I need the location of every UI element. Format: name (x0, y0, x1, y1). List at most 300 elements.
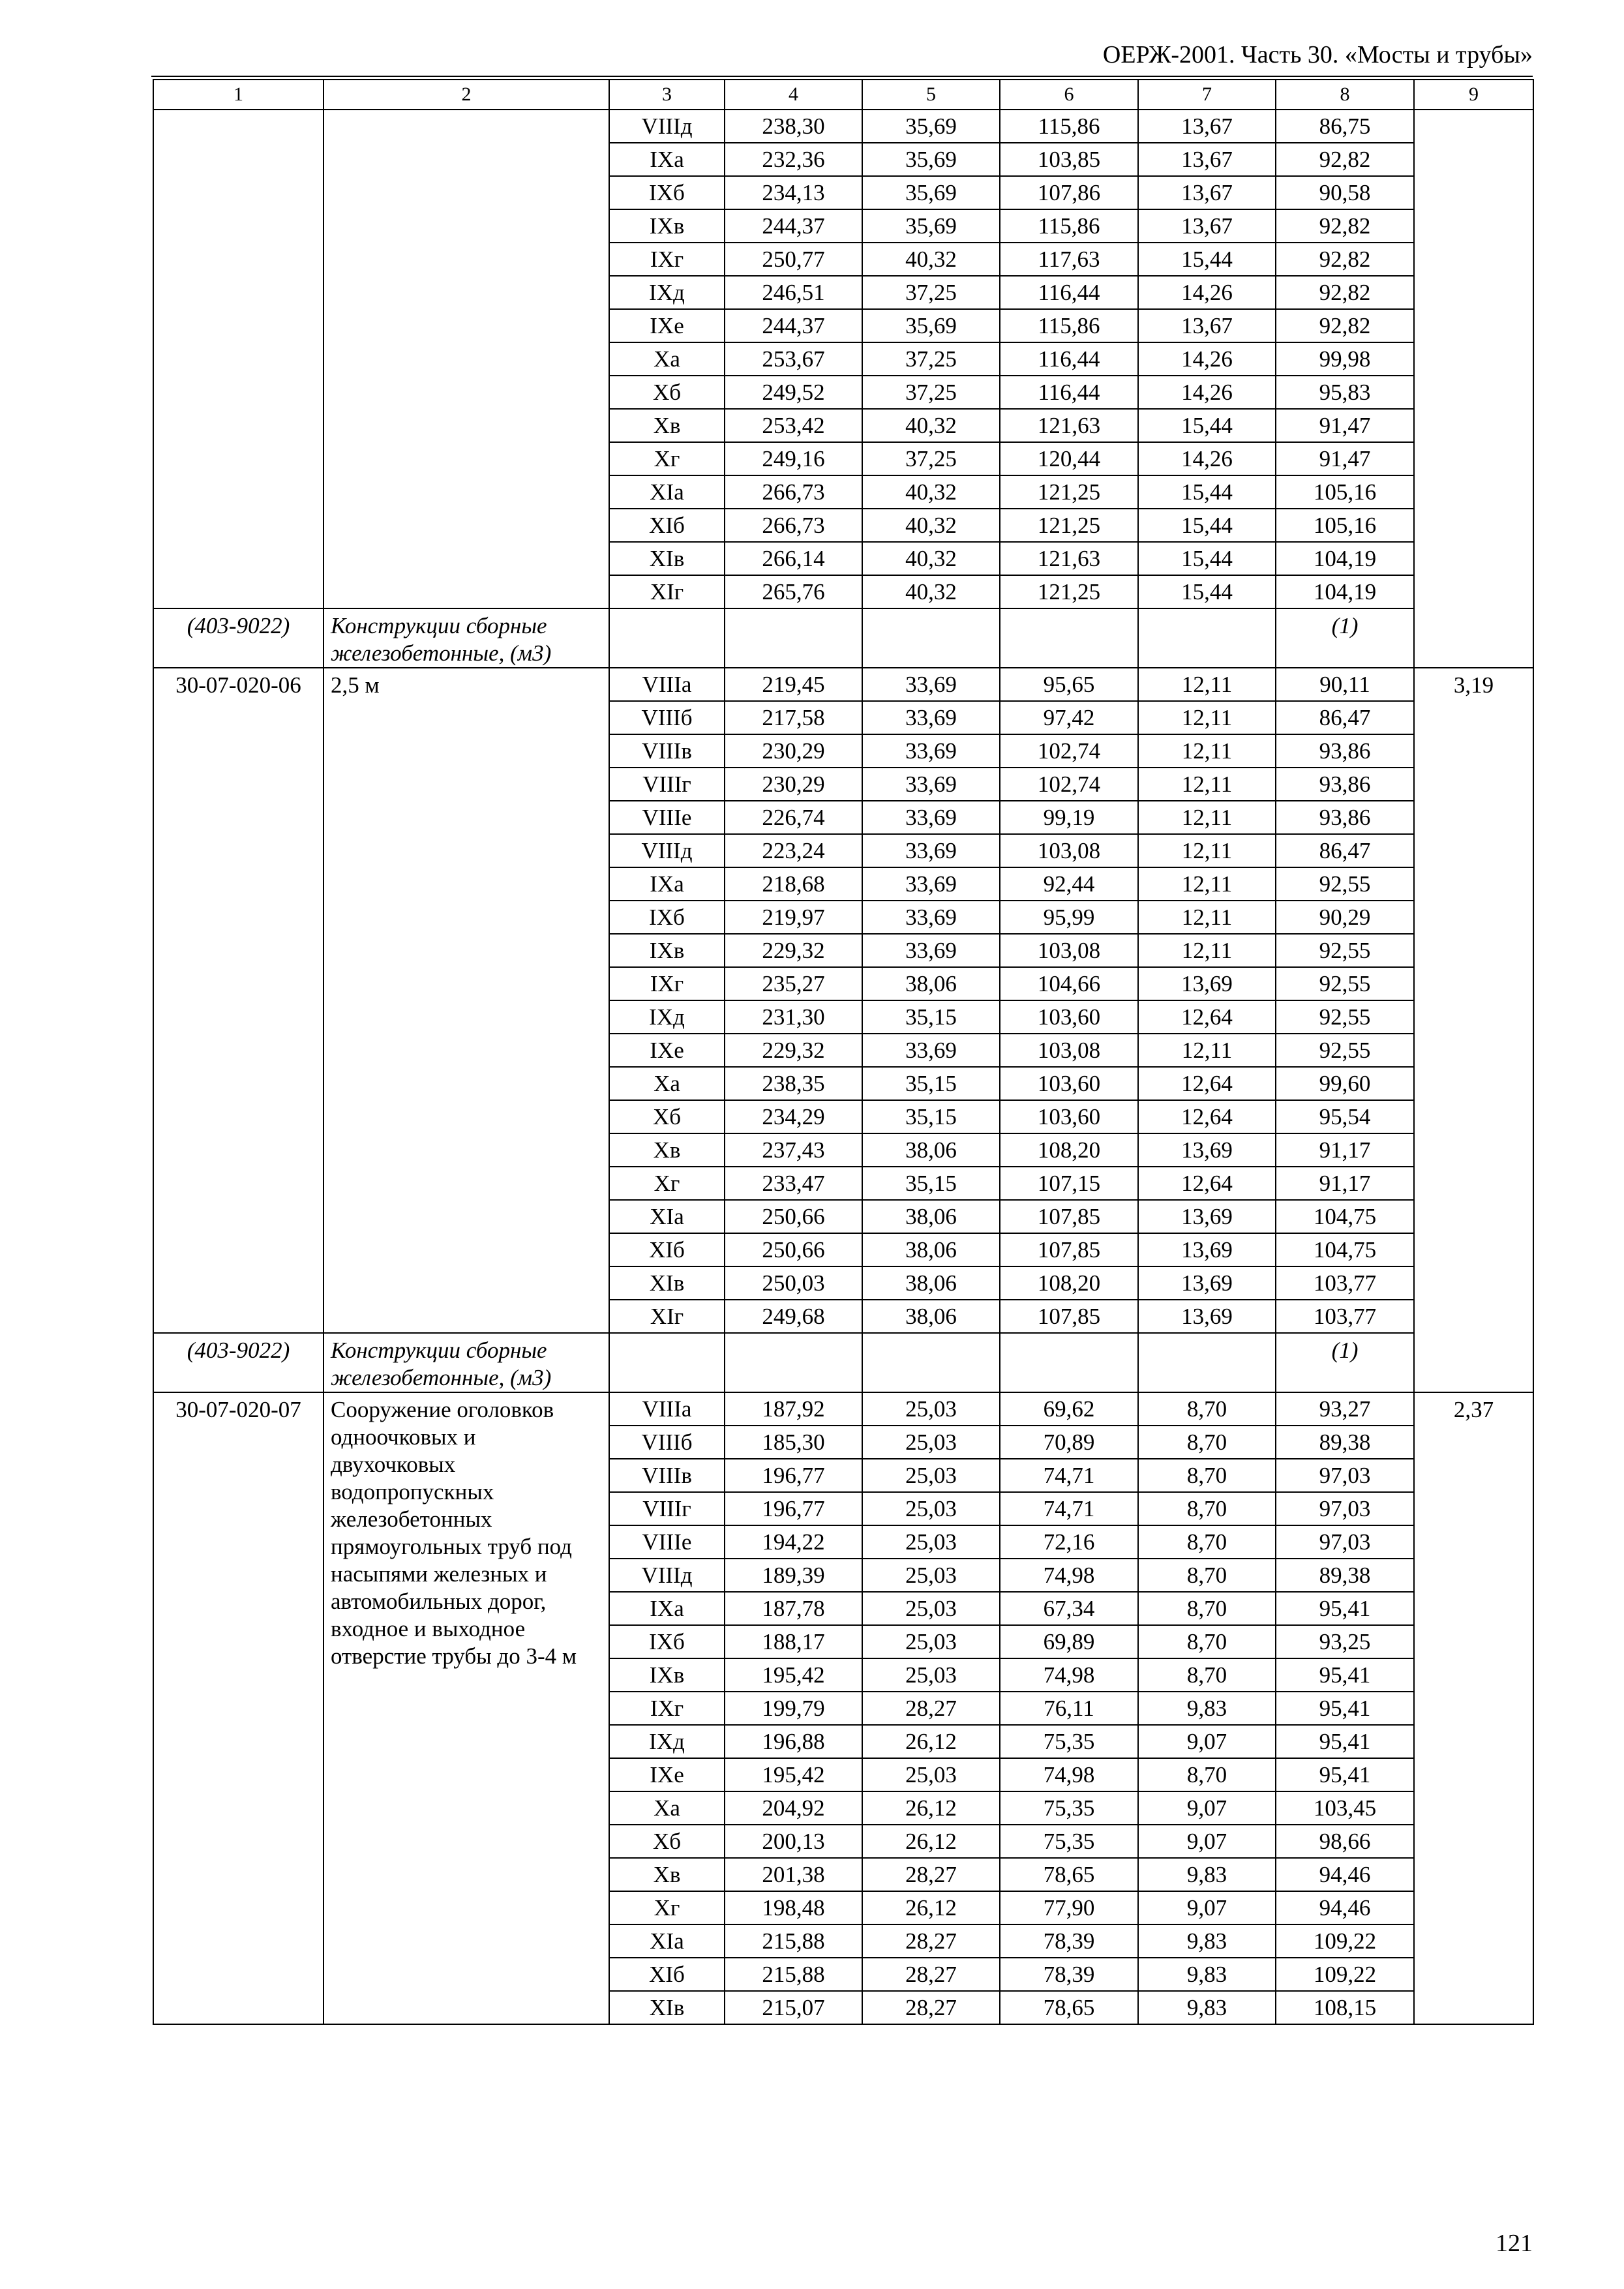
category-cell: Xг (609, 1891, 725, 1924)
empty-cell (725, 1333, 862, 1392)
category-cell: Xб (609, 1100, 725, 1133)
value-cell: 8,70 (1138, 1559, 1276, 1592)
value-cell: 104,19 (1276, 542, 1414, 575)
value-cell: 91,47 (1276, 442, 1414, 475)
value-cell: 238,30 (725, 110, 862, 143)
value-cell: 249,52 (725, 376, 862, 409)
value-cell: 74,71 (1000, 1459, 1138, 1492)
value-cell: 13,69 (1138, 1200, 1276, 1233)
resource-code: (403-9022) (153, 608, 323, 668)
value-cell: 91,17 (1276, 1133, 1414, 1167)
value-cell: 12,11 (1138, 1034, 1276, 1067)
header-rule (151, 76, 1533, 77)
value-cell: 70,89 (1000, 1426, 1138, 1459)
value-cell: 99,19 (1000, 801, 1138, 834)
value-cell: 14,26 (1138, 376, 1276, 409)
value-cell: 13,67 (1138, 143, 1276, 176)
category-cell: XIг (609, 1300, 725, 1333)
value-cell: 215,07 (725, 1991, 862, 2024)
category-cell: VIIIб (609, 1426, 725, 1459)
table-row (153, 668, 1533, 701)
category-cell: XIв (609, 1266, 725, 1300)
value-cell: 229,32 (725, 1034, 862, 1067)
value-cell: 12,64 (1138, 1067, 1276, 1100)
value-cell: 92,82 (1276, 243, 1414, 276)
value-cell: 95,83 (1276, 376, 1414, 409)
value-cell: 38,06 (862, 1200, 1000, 1233)
value-cell: 78,65 (1000, 1858, 1138, 1891)
value-cell: 9,83 (1138, 1924, 1276, 1958)
value-cell: 234,29 (725, 1100, 862, 1133)
value-cell: 121,25 (1000, 575, 1138, 608)
value-cell: 103,77 (1276, 1300, 1414, 1333)
value-cell: 12,11 (1138, 867, 1276, 901)
value-cell: 8,70 (1138, 1758, 1276, 1791)
value-cell: 78,39 (1000, 1924, 1138, 1958)
value-cell: 195,42 (725, 1658, 862, 1692)
value-cell: 25,03 (862, 1658, 1000, 1692)
value-cell: 99,60 (1276, 1067, 1414, 1100)
value-cell: 12,11 (1138, 768, 1276, 801)
value-cell: 121,63 (1000, 409, 1138, 442)
value-cell: 226,74 (725, 801, 862, 834)
category-cell: VIIIд (609, 1559, 725, 1592)
category-cell: IXг (609, 243, 725, 276)
value-cell: 25,03 (862, 1559, 1000, 1592)
category-cell: VIIIв (609, 1459, 725, 1492)
value-cell: 109,22 (1276, 1924, 1414, 1958)
value-cell: 92,55 (1276, 967, 1414, 1000)
col9-value: 3,19 (1414, 668, 1533, 1392)
value-cell: 253,42 (725, 409, 862, 442)
value-cell: 14,26 (1138, 442, 1276, 475)
value-cell: 95,41 (1276, 1592, 1414, 1625)
category-cell: XIв (609, 542, 725, 575)
resource-description: Конструкции сборные железобетонные, (м3) (323, 1333, 609, 1392)
value-cell: 33,69 (862, 734, 1000, 768)
value-cell: 121,25 (1000, 509, 1138, 542)
value-cell: 35,69 (862, 176, 1000, 209)
value-cell: 9,83 (1138, 1692, 1276, 1725)
col9-value (1414, 110, 1533, 668)
value-cell: 12,11 (1138, 901, 1276, 934)
value-cell: 9,83 (1138, 1858, 1276, 1891)
value-cell: 37,25 (862, 442, 1000, 475)
value-cell: 115,86 (1000, 309, 1138, 342)
value-cell: 26,12 (862, 1791, 1000, 1825)
work-description: Сооружение оголовков одноочковых и двухочковых водопропускных железобетонных прямоугольных труб под насыпями железных и автомобильных дорог, входное и выходное отверстие трубы до 3-4 м (323, 1392, 609, 2024)
empty-cell (725, 608, 862, 668)
value-cell: 187,92 (725, 1392, 862, 1426)
rates-table (153, 79, 1534, 2025)
value-cell: 266,73 (725, 475, 862, 509)
value-cell: 74,98 (1000, 1559, 1138, 1592)
value-cell: 40,32 (862, 409, 1000, 442)
value-cell: 116,44 (1000, 342, 1138, 376)
category-cell: XIг (609, 575, 725, 608)
value-cell: 33,69 (862, 934, 1000, 967)
page-header-title: ОЕРЖ-2001. Часть 30. «Мосты и трубы» (1102, 41, 1533, 68)
category-cell: IXг (609, 1692, 725, 1725)
empty-cell (862, 608, 1000, 668)
category-cell: XIб (609, 1958, 725, 1991)
value-cell: 75,35 (1000, 1825, 1138, 1858)
value-cell: 40,32 (862, 509, 1000, 542)
rate-code: 30-07-020-06 (153, 668, 323, 1333)
value-cell: 97,03 (1276, 1492, 1414, 1525)
empty-cell (1138, 608, 1276, 668)
value-cell: 121,25 (1000, 475, 1138, 509)
value-cell: 33,69 (862, 668, 1000, 701)
category-cell: Xг (609, 442, 725, 475)
value-cell: 8,70 (1138, 1392, 1276, 1426)
value-cell: 92,82 (1276, 209, 1414, 243)
value-cell: 98,66 (1276, 1825, 1414, 1858)
value-cell: 38,06 (862, 1233, 1000, 1266)
rate-code (153, 110, 323, 608)
value-cell: 105,16 (1276, 475, 1414, 509)
value-cell: 93,25 (1276, 1625, 1414, 1658)
value-cell: 107,85 (1000, 1233, 1138, 1266)
category-cell: XIв (609, 1991, 725, 2024)
value-cell: 199,79 (725, 1692, 862, 1725)
value-cell: 13,69 (1138, 967, 1276, 1000)
value-cell: 103,60 (1000, 1000, 1138, 1034)
value-cell: 33,69 (862, 834, 1000, 867)
category-cell: IXа (609, 1592, 725, 1625)
category-cell: Xа (609, 342, 725, 376)
value-cell: 35,69 (862, 143, 1000, 176)
value-cell: 33,69 (862, 801, 1000, 834)
category-cell: XIа (609, 1924, 725, 1958)
value-cell: 37,25 (862, 342, 1000, 376)
value-cell: 219,97 (725, 901, 862, 934)
value-cell: 107,86 (1000, 176, 1138, 209)
value-cell: 9,83 (1138, 1958, 1276, 1991)
value-cell: 12,11 (1138, 834, 1276, 867)
value-cell: 35,69 (862, 209, 1000, 243)
value-cell: 250,66 (725, 1200, 862, 1233)
value-cell: 33,69 (862, 867, 1000, 901)
value-cell: 74,98 (1000, 1758, 1138, 1791)
category-cell: IXе (609, 1758, 725, 1791)
column-number: 6 (1000, 80, 1138, 110)
value-cell: 15,44 (1138, 475, 1276, 509)
value-cell: 38,06 (862, 1266, 1000, 1300)
value-cell: 37,25 (862, 276, 1000, 309)
value-cell: 38,06 (862, 967, 1000, 1000)
value-cell: 86,75 (1276, 110, 1414, 143)
rate-code: 30-07-020-07 (153, 1392, 323, 2024)
value-cell: 103,60 (1000, 1067, 1138, 1100)
value-cell: 14,26 (1138, 276, 1276, 309)
resource-footer-row (153, 608, 1533, 668)
value-cell: 8,70 (1138, 1492, 1276, 1525)
value-cell: 246,51 (725, 276, 862, 309)
value-cell: 215,88 (725, 1958, 862, 1991)
value-cell: 189,39 (725, 1559, 862, 1592)
resource-code: (403-9022) (153, 1333, 323, 1392)
category-cell: VIIIе (609, 1525, 725, 1559)
value-cell: 38,06 (862, 1300, 1000, 1333)
value-cell: 15,44 (1138, 409, 1276, 442)
work-description (323, 110, 609, 608)
category-cell: XIб (609, 1233, 725, 1266)
value-cell: 92,82 (1276, 309, 1414, 342)
category-cell: IXе (609, 1034, 725, 1067)
value-cell: 249,16 (725, 442, 862, 475)
category-cell: VIIIг (609, 1492, 725, 1525)
value-cell: 95,99 (1000, 901, 1138, 934)
value-cell: 89,38 (1276, 1559, 1414, 1592)
value-cell: 12,64 (1138, 1000, 1276, 1034)
value-cell: 187,78 (725, 1592, 862, 1625)
value-cell: 75,35 (1000, 1725, 1138, 1758)
empty-cell (609, 1333, 725, 1392)
value-cell: 9,07 (1138, 1725, 1276, 1758)
value-cell: 86,47 (1276, 834, 1414, 867)
category-cell: IXв (609, 209, 725, 243)
value-cell: 94,46 (1276, 1891, 1414, 1924)
value-cell: 13,67 (1138, 209, 1276, 243)
category-cell: IXд (609, 276, 725, 309)
category-cell: XIа (609, 1200, 725, 1233)
column-number: 7 (1138, 80, 1276, 110)
value-cell: 188,17 (725, 1625, 862, 1658)
value-cell: 102,74 (1000, 734, 1138, 768)
value-cell: 195,42 (725, 1758, 862, 1791)
value-cell: 104,75 (1276, 1233, 1414, 1266)
value-cell: 232,36 (725, 143, 862, 176)
value-cell: 92,55 (1276, 1000, 1414, 1034)
value-cell: 28,27 (862, 1858, 1000, 1891)
value-cell: 196,77 (725, 1492, 862, 1525)
value-cell: 35,15 (862, 1100, 1000, 1133)
value-cell: 15,44 (1138, 243, 1276, 276)
column-number: 9 (1414, 80, 1533, 110)
value-cell: 196,77 (725, 1459, 862, 1492)
value-cell: 78,39 (1000, 1958, 1138, 1991)
table-row (153, 1392, 1533, 1426)
value-cell: 25,03 (862, 1392, 1000, 1426)
value-cell: 219,45 (725, 668, 862, 701)
value-cell: 9,07 (1138, 1791, 1276, 1825)
column-number: 3 (609, 80, 725, 110)
value-cell: 201,38 (725, 1858, 862, 1891)
value-cell: 12,11 (1138, 734, 1276, 768)
value-cell: 121,63 (1000, 542, 1138, 575)
category-cell: VIIIб (609, 701, 725, 734)
resource-footer-row (153, 1333, 1533, 1392)
value-cell: 117,63 (1000, 243, 1138, 276)
category-cell: IXв (609, 1658, 725, 1692)
category-cell: Xа (609, 1791, 725, 1825)
value-cell: 40,32 (862, 475, 1000, 509)
value-cell: 237,43 (725, 1133, 862, 1167)
value-cell: 8,70 (1138, 1658, 1276, 1692)
column-number: 2 (323, 80, 609, 110)
value-cell: 33,69 (862, 768, 1000, 801)
value-cell: 95,54 (1276, 1100, 1414, 1133)
value-cell: 33,69 (862, 901, 1000, 934)
category-cell: VIIIд (609, 110, 725, 143)
value-cell: 92,55 (1276, 934, 1414, 967)
value-cell: 185,30 (725, 1426, 862, 1459)
value-cell: 9,83 (1138, 1991, 1276, 2024)
empty-cell (1138, 1333, 1276, 1392)
value-cell: 76,11 (1000, 1692, 1138, 1725)
value-cell: 116,44 (1000, 276, 1138, 309)
value-cell: 266,14 (725, 542, 862, 575)
value-cell: 103,85 (1000, 143, 1138, 176)
value-cell: 26,12 (862, 1825, 1000, 1858)
value-cell: 93,27 (1276, 1392, 1414, 1426)
value-cell: 238,35 (725, 1067, 862, 1100)
value-cell: 95,41 (1276, 1758, 1414, 1791)
value-cell: 103,08 (1000, 834, 1138, 867)
category-cell: Xа (609, 1067, 725, 1100)
value-cell: 95,41 (1276, 1658, 1414, 1692)
value-cell: 78,65 (1000, 1991, 1138, 2024)
value-cell: 15,44 (1138, 509, 1276, 542)
value-cell: 74,71 (1000, 1492, 1138, 1525)
category-cell: VIIIв (609, 734, 725, 768)
value-cell: 35,15 (862, 1167, 1000, 1200)
value-cell: 90,58 (1276, 176, 1414, 209)
value-cell: 28,27 (862, 1924, 1000, 1958)
value-cell: 33,69 (862, 1034, 1000, 1067)
value-cell: 12,11 (1138, 668, 1276, 701)
value-cell: 204,92 (725, 1791, 862, 1825)
value-cell: 103,60 (1000, 1100, 1138, 1133)
value-cell: 13,69 (1138, 1233, 1276, 1266)
value-cell: 15,44 (1138, 542, 1276, 575)
category-cell: IXг (609, 967, 725, 1000)
category-cell: VIIIе (609, 801, 725, 834)
value-cell: 99,98 (1276, 342, 1414, 376)
category-cell: IXе (609, 309, 725, 342)
value-cell: 97,03 (1276, 1459, 1414, 1492)
value-cell: 12,11 (1138, 701, 1276, 734)
value-cell: 231,30 (725, 1000, 862, 1034)
value-cell: 196,88 (725, 1725, 862, 1758)
resource-quantity: (1) (1276, 1333, 1414, 1392)
value-cell: 28,27 (862, 1692, 1000, 1725)
table-body (153, 80, 1533, 2024)
value-cell: 200,13 (725, 1825, 862, 1858)
value-cell: 12,11 (1138, 801, 1276, 834)
work-description: 2,5 м (323, 668, 609, 1333)
value-cell: 115,86 (1000, 209, 1138, 243)
value-cell: 91,17 (1276, 1167, 1414, 1200)
category-cell: VIIIа (609, 1392, 725, 1426)
value-cell: 93,86 (1276, 768, 1414, 801)
category-cell: IXд (609, 1725, 725, 1758)
value-cell: 116,44 (1000, 376, 1138, 409)
value-cell: 26,12 (862, 1891, 1000, 1924)
value-cell: 93,86 (1276, 801, 1414, 834)
value-cell: 35,69 (862, 309, 1000, 342)
value-cell: 104,19 (1276, 575, 1414, 608)
value-cell: 108,20 (1000, 1266, 1138, 1300)
category-cell: VIIIа (609, 668, 725, 701)
value-cell: 12,64 (1138, 1100, 1276, 1133)
value-cell: 8,70 (1138, 1592, 1276, 1625)
value-cell: 102,74 (1000, 768, 1138, 801)
value-cell: 229,32 (725, 934, 862, 967)
value-cell: 92,82 (1276, 143, 1414, 176)
category-cell: Xб (609, 376, 725, 409)
value-cell: 25,03 (862, 1492, 1000, 1525)
value-cell: 8,70 (1138, 1426, 1276, 1459)
value-cell: 92,55 (1276, 1034, 1414, 1067)
value-cell: 12,11 (1138, 934, 1276, 967)
column-number: 1 (153, 80, 323, 110)
value-cell: 37,25 (862, 376, 1000, 409)
resource-quantity: (1) (1276, 608, 1414, 668)
value-cell: 109,22 (1276, 1958, 1414, 1991)
value-cell: 89,38 (1276, 1426, 1414, 1459)
value-cell: 233,47 (725, 1167, 862, 1200)
value-cell: 104,66 (1000, 967, 1138, 1000)
value-cell: 250,03 (725, 1266, 862, 1300)
value-cell: 103,08 (1000, 1034, 1138, 1067)
value-cell: 107,15 (1000, 1167, 1138, 1200)
category-cell: IXа (609, 143, 725, 176)
category-cell: Xв (609, 409, 725, 442)
value-cell: 97,42 (1000, 701, 1138, 734)
value-cell: 217,58 (725, 701, 862, 734)
category-cell: Xг (609, 1167, 725, 1200)
empty-cell (1000, 608, 1138, 668)
value-cell: 13,69 (1138, 1133, 1276, 1167)
category-cell: IXб (609, 901, 725, 934)
value-cell: 103,77 (1276, 1266, 1414, 1300)
value-cell: 104,75 (1276, 1200, 1414, 1233)
value-cell: 266,73 (725, 509, 862, 542)
value-cell: 92,82 (1276, 276, 1414, 309)
value-cell: 95,41 (1276, 1692, 1414, 1725)
value-cell: 15,44 (1138, 575, 1276, 608)
value-cell: 13,67 (1138, 309, 1276, 342)
value-cell: 97,03 (1276, 1525, 1414, 1559)
value-cell: 107,85 (1000, 1200, 1138, 1233)
category-cell: IXа (609, 867, 725, 901)
value-cell: 250,77 (725, 243, 862, 276)
value-cell: 35,15 (862, 1067, 1000, 1100)
category-cell: IXб (609, 1625, 725, 1658)
table-row (153, 110, 1533, 143)
value-cell: 86,47 (1276, 701, 1414, 734)
value-cell: 95,65 (1000, 668, 1138, 701)
column-number-row (153, 80, 1533, 110)
value-cell: 115,86 (1000, 110, 1138, 143)
value-cell: 93,86 (1276, 734, 1414, 768)
empty-cell (862, 1333, 1000, 1392)
value-cell: 223,24 (725, 834, 862, 867)
value-cell: 28,27 (862, 1991, 1000, 2024)
value-cell: 72,16 (1000, 1525, 1138, 1559)
value-cell: 40,32 (862, 575, 1000, 608)
value-cell: 194,22 (725, 1525, 862, 1559)
value-cell: 198,48 (725, 1891, 862, 1924)
category-cell: XIб (609, 509, 725, 542)
value-cell: 265,76 (725, 575, 862, 608)
value-cell: 25,03 (862, 1426, 1000, 1459)
value-cell: 94,46 (1276, 1858, 1414, 1891)
col9-value: 2,37 (1414, 1392, 1533, 2024)
value-cell: 13,67 (1138, 176, 1276, 209)
